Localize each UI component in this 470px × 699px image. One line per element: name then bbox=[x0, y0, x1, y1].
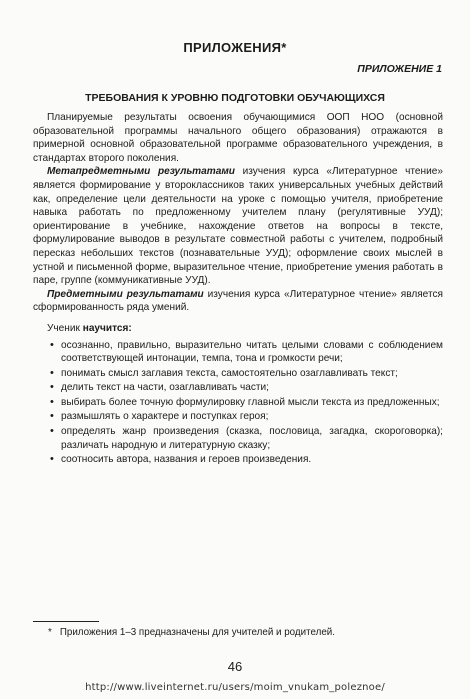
list-item bbox=[33, 339, 443, 366]
paragraph-metasubject-results bbox=[33, 165, 443, 287]
list-item-text: делить текст на части, озаглавливать части; bbox=[61, 382, 269, 394]
subject-lead: Предметными результатами bbox=[47, 288, 204, 300]
learner-intro bbox=[47, 322, 443, 336]
metasubject-lead: Метапредметными результатами bbox=[47, 166, 235, 178]
list-item-text: осознанно, правильно, выразительно читать целыми словами с соблюдением соответствующей интонации, темпа, тона и громкости речи; bbox=[61, 339, 443, 365]
appendix-label: ПРИЛОЖЕНИЕ 1 bbox=[357, 63, 442, 75]
bullet-icon: • bbox=[50, 410, 54, 423]
list-item-text: определять жанр произведения (сказка, пословица, загадка, скороговорка); различать народную и литературную сказку; bbox=[61, 426, 443, 451]
list-item bbox=[33, 425, 443, 452]
learner-prefix: Ученик bbox=[47, 322, 83, 334]
footnote bbox=[48, 627, 448, 638]
learner-colon: : bbox=[128, 322, 132, 334]
learner-verb: научится bbox=[82, 322, 129, 334]
list-item-text: понимать смысл заглавия текста, самостоятельно озаглавливать текст; bbox=[61, 367, 398, 379]
page-title: ПРИЛОЖЕНИЯ* bbox=[183, 40, 287, 55]
page-number: 46 bbox=[227, 659, 243, 674]
bullet-icon: • bbox=[50, 453, 54, 466]
body-text bbox=[33, 111, 443, 468]
paragraph-subject-results bbox=[33, 288, 443, 315]
list-item bbox=[33, 367, 443, 381]
footnote-divider bbox=[33, 621, 99, 622]
list-item-text: соотносить автора, названия и героев произведения. bbox=[61, 454, 312, 466]
bullet-icon: • bbox=[50, 425, 54, 438]
list-item bbox=[33, 396, 443, 410]
paragraph-planned-results: Планируемые результаты освоения обучающимися ООП НОО (основной образовательной программы начального общего образования) отражаются в примерной основной образовательной программе образовательного учреждения, в стандартах второго поколения. bbox=[33, 112, 443, 164]
bullet-icon: • bbox=[50, 338, 54, 351]
section-heading: ТРЕБОВАНИЯ К УРОВНЮ ПОДГОТОВКИ ОБУЧАЮЩИХСЯ bbox=[85, 92, 385, 104]
footnote-text: Приложения 1–3 предназначены для учителей и родителей. bbox=[59, 627, 335, 638]
list-item-text: выбирать более точную формулировку главной мысли текста из предложенных; bbox=[61, 396, 440, 408]
footnote-mark: * bbox=[48, 627, 52, 638]
skills-list bbox=[33, 339, 443, 467]
bullet-icon: • bbox=[50, 381, 54, 394]
list-item bbox=[33, 453, 443, 467]
list-item bbox=[33, 381, 443, 395]
bullet-icon: • bbox=[50, 366, 54, 379]
bullet-icon: • bbox=[50, 395, 54, 408]
list-item bbox=[33, 410, 443, 424]
subject-text: изучения курса «Литературное чтение» является сформированность ряда умений. bbox=[33, 288, 443, 314]
list-item-text: размышлять о характере и поступках героя; bbox=[61, 411, 269, 423]
watermark-url: http://www.liveinternet.ru/users/moim_vnukam_poleznoe/ bbox=[85, 682, 385, 693]
metasubject-text: изучения курса «Литературное чтение» является формирование у второклассников таких универсальных учебных действий как, определение цели деятельности на уроке с помощью учителя, приобретение навыка работать по предложенному учителем плану (регулятивные УУД); ориентирование в учебнике, нахождение ответов на вопросы в тексте, формулирование выводов в результате совместной работы с учителем, подробный пересказ небольших текстов (познавательные УУД); оформление своих мыслей в устной и письменной форме, выразительное чтение, приобретение умения работать в паре, группе (коммуникативные УУД). bbox=[33, 166, 443, 287]
